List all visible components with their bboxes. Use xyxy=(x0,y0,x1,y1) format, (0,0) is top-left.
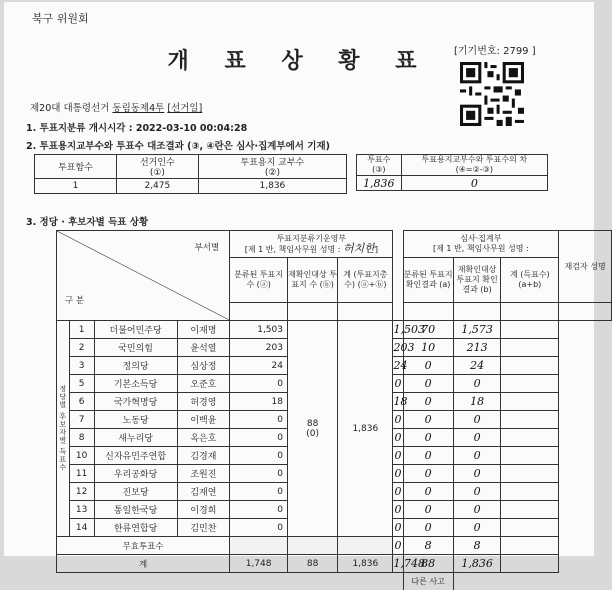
handwritten-value: 0 xyxy=(403,447,453,465)
handwritten-value: 203 xyxy=(393,339,403,357)
candidate-name: 오준호 xyxy=(177,375,230,393)
handwritten-value: 0 xyxy=(403,519,453,537)
classified-count: 18 xyxy=(230,393,288,411)
handwritten-value: 0 xyxy=(453,375,501,393)
polling-district: 동림동제4투 xyxy=(112,103,164,114)
remark-cell xyxy=(501,501,559,519)
side-label: 정당별 후보자별 득표수 xyxy=(57,321,70,537)
candidate-number: 11 xyxy=(69,465,94,483)
corner-cell xyxy=(57,231,230,321)
candidate-number: 14 xyxy=(69,519,94,537)
handwritten-value: 24 xyxy=(453,357,501,375)
party-name: 기본소득당 xyxy=(94,375,177,393)
candidate-name: 심상정 xyxy=(177,357,230,375)
ballot-count-sheet xyxy=(4,2,594,556)
candidate-number: 8 xyxy=(69,429,94,447)
remark-cell xyxy=(501,393,559,411)
handwritten-value: 0 xyxy=(393,375,403,393)
classified-count: 0 xyxy=(230,501,288,519)
party-name: 더불어민주당 xyxy=(94,321,177,339)
party-name: 국민의힘 xyxy=(94,339,177,357)
handwritten-value: 0 xyxy=(393,483,403,501)
handwritten-value: 0 xyxy=(393,465,403,483)
page-title: 개 표 상 황 표 xyxy=(4,44,594,75)
candidate-name: 이경희 xyxy=(177,501,230,519)
candidate-name: 김재연 xyxy=(177,483,230,501)
handwritten-value: 0 xyxy=(393,429,403,447)
candidate-number: 10 xyxy=(69,447,94,465)
corner-top-label: 부서별 xyxy=(195,241,220,253)
party-name: 통일한국당 xyxy=(94,501,177,519)
col-header: 계 (득표수) (a+b) xyxy=(501,258,559,303)
handwritten-value: 0 xyxy=(453,411,501,429)
classified-count: 24 xyxy=(230,357,288,375)
party-name: 새누리당 xyxy=(94,429,177,447)
candidate-number: 6 xyxy=(69,393,94,411)
remark-cell xyxy=(501,429,559,447)
remark-cell xyxy=(501,447,559,465)
handwritten-value: 0 xyxy=(393,537,403,555)
party-name: 한류연합당 xyxy=(94,519,177,537)
summary-header: 투표수 (③) xyxy=(357,155,402,176)
handwritten-value: 10 xyxy=(403,339,453,357)
invalid-label: 무효투표수 xyxy=(57,537,230,555)
col-header: 계 (투표지총수) (ⓐ+ⓑ) xyxy=(338,258,393,303)
party-name: 노동당 xyxy=(94,411,177,429)
handwritten-value: 0 xyxy=(453,519,501,537)
handwritten-value: 0 xyxy=(403,483,453,501)
summary-header: 선거인수 (①) xyxy=(116,155,198,179)
classified-count: 203 xyxy=(230,339,288,357)
col-header: 분류된 투표지 수 (ⓐ) xyxy=(230,258,288,303)
election-type: [선거일] xyxy=(167,103,202,114)
classified-count: 0 xyxy=(230,375,288,393)
remark-cell xyxy=(501,483,559,501)
qr-code-icon xyxy=(460,62,524,126)
handwritten-value: 0 xyxy=(403,501,453,519)
total-label: 계 xyxy=(57,555,230,573)
handwritten-value: 0 xyxy=(403,411,453,429)
party-name: 국가혁명당 xyxy=(94,393,177,411)
classified-count: 0 xyxy=(230,447,288,465)
handwritten-value: 0 xyxy=(453,447,501,465)
candidate-number: 2 xyxy=(69,339,94,357)
handwritten-value: 0 xyxy=(403,465,453,483)
total-value: 1,748 xyxy=(230,555,288,573)
classified-count: 1,503 xyxy=(230,321,288,339)
handwritten-value: 0 xyxy=(393,519,403,537)
classified-count: 0 xyxy=(230,429,288,447)
handwritten-value: 1,573 xyxy=(453,321,501,339)
handwritten-value: 0 xyxy=(453,429,501,447)
remark-cell xyxy=(501,357,559,375)
candidate-number: 7 xyxy=(69,411,94,429)
handwritten-value: 0 xyxy=(403,357,453,375)
handwritten-value: 1,836 xyxy=(357,176,402,191)
summary-value: 2,475 xyxy=(116,179,198,194)
remark-cell xyxy=(501,339,559,357)
col-header: 분류된 투표지 확인결과 (a) xyxy=(403,258,453,303)
committee-name: 북구 위원회 xyxy=(32,10,89,26)
candidate-number: 1 xyxy=(69,321,94,339)
candidate-name: 이백윤 xyxy=(177,411,230,429)
handwritten-value: 8 xyxy=(403,537,453,555)
handwritten-value: 213 xyxy=(453,339,501,357)
total-value: 88 xyxy=(287,555,337,573)
col-header: 재확인대상 투표지 수 (ⓑ) xyxy=(287,258,337,303)
summary-table xyxy=(34,154,347,194)
candidate-number: 5 xyxy=(69,375,94,393)
total-value: 1,836 xyxy=(338,555,393,573)
section-title: 3. 정당 · 후보자별 득표 상황 xyxy=(26,214,148,228)
candidate-name: 이재명 xyxy=(177,321,230,339)
handwritten-value: 1,503 xyxy=(393,321,403,339)
remark-cell xyxy=(501,411,559,429)
classified-count: 0 xyxy=(230,483,288,501)
election-name: 제20대 대통령선거 xyxy=(30,103,109,114)
handwritten-value: 0 xyxy=(403,429,453,447)
vote-count-table xyxy=(56,230,612,590)
corner-bottom-label: 구 분 xyxy=(65,294,84,306)
compare-note: 2. 투표용지교부수와 투표수 대조결과 (③, ④란은 심사·집계부에서 기재) xyxy=(26,138,330,152)
handwritten-value: 18 xyxy=(393,393,403,411)
total-ballots: 1,836 xyxy=(338,321,393,537)
handwritten-value: 18 xyxy=(453,393,501,411)
handwritten-value: 8 xyxy=(453,537,501,555)
col-header: 재확인대상 투표지 확인결과 (b) xyxy=(453,258,501,303)
handwritten-value: 88 xyxy=(403,555,453,573)
summary-header: 투표함수 xyxy=(35,155,117,179)
handwritten-value: 0 xyxy=(453,483,501,501)
summary-value: 1 xyxy=(35,179,117,194)
remark-cell xyxy=(501,519,559,537)
party-name: 우리공화당 xyxy=(94,465,177,483)
remark-header: 재검자 성명 xyxy=(559,231,612,303)
handwritten-value: 1,748 xyxy=(393,555,403,573)
handwritten-value: 1,836 xyxy=(453,555,501,573)
footer-note: 다른 사고 xyxy=(403,573,453,590)
handwritten-value: 0 xyxy=(403,393,453,411)
candidate-number: 12 xyxy=(69,483,94,501)
start-time: 1. 투표지분류 개시시각 : 2022-03-10 00:04:28 xyxy=(26,120,247,134)
remark-cell xyxy=(501,321,559,339)
candidate-name: 허경영 xyxy=(177,393,230,411)
remark-cell xyxy=(501,465,559,483)
election-info xyxy=(30,100,202,114)
summary-header: 투표용지 교부수 (②) xyxy=(198,155,346,179)
handwritten-value: 0 xyxy=(403,375,453,393)
candidate-name: 김경재 xyxy=(177,447,230,465)
group-header-review: 심사·집계부 [제 1 반, 책임사무원 성명 : xyxy=(403,231,559,258)
machine-number: [기기번호: 2799 ] xyxy=(454,42,536,57)
party-name: 진보당 xyxy=(94,483,177,501)
candidate-name: 옥은호 xyxy=(177,429,230,447)
candidate-name: 윤석열 xyxy=(177,339,230,357)
candidate-name: 조원진 xyxy=(177,465,230,483)
remark-cell xyxy=(501,375,559,393)
handwritten-value: 0 xyxy=(393,447,403,465)
summary-header: 투표용지교부수와 투표수의 차 (④=②-③) xyxy=(401,155,547,176)
table-row xyxy=(57,321,612,339)
handwritten-value: 0 xyxy=(453,501,501,519)
handwritten-value: 0 xyxy=(393,501,403,519)
classified-count: 0 xyxy=(230,411,288,429)
classified-count: 0 xyxy=(230,519,288,537)
group-header-classifier: 투표지분류기운영부 [제 1 반, 책임사무원 성명 : 허치한] xyxy=(230,231,393,258)
candidate-number: 3 xyxy=(69,357,94,375)
candidate-number: 13 xyxy=(69,501,94,519)
party-name: 신자유민주연합 xyxy=(94,447,177,465)
recheck-count: 88 (0) xyxy=(287,321,337,537)
summary-check-table xyxy=(356,154,548,191)
handwritten-value: 0 xyxy=(401,176,547,191)
classified-count: 0 xyxy=(230,465,288,483)
candidate-name: 김민찬 xyxy=(177,519,230,537)
handwritten-value: 0 xyxy=(393,411,403,429)
handwritten-value: 0 xyxy=(453,465,501,483)
handwritten-value: 70 xyxy=(403,321,453,339)
party-name: 정의당 xyxy=(94,357,177,375)
summary-value: 1,836 xyxy=(198,179,346,194)
handwritten-value: 24 xyxy=(393,357,403,375)
